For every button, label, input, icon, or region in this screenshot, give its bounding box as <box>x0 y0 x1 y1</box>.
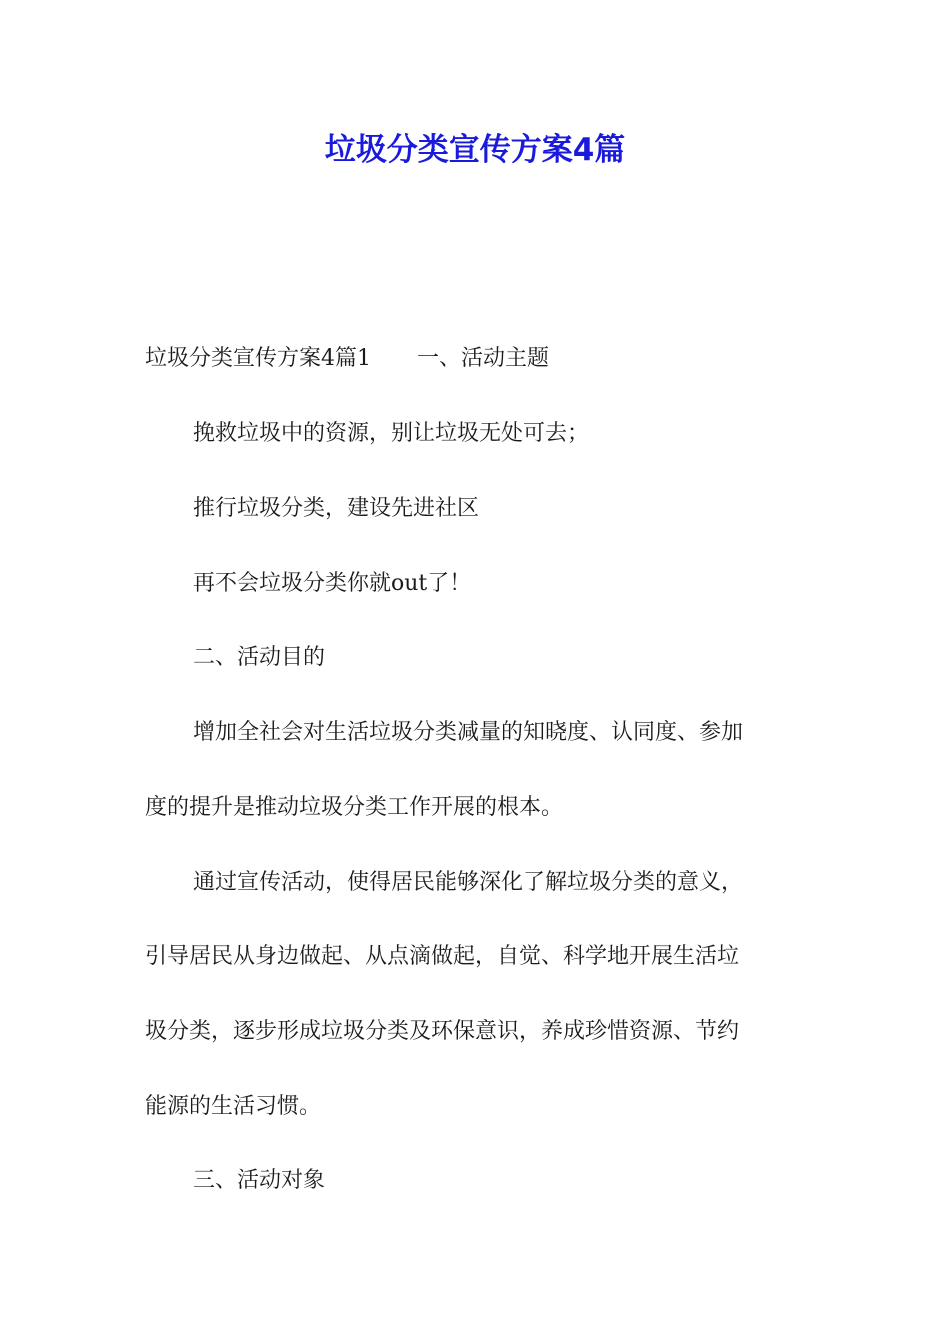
section-heading-purpose: 二、活动目的 <box>193 645 326 670</box>
first-line <box>145 342 810 376</box>
paragraph-line: 能源的生活习惯。 <box>145 1094 322 1119</box>
paragraph-line: 推行垃圾分类，建设先进社区 <box>193 496 480 521</box>
paragraph-line: 增加全社会对生活垃圾分类减量的知晓度、认同度、参加 <box>193 720 744 745</box>
paragraph-line: 圾分类，逐步形成垃圾分类及环保意识，养成珍惜资源、节约 <box>145 1019 740 1044</box>
section-heading-target: 三、活动对象 <box>193 1168 326 1193</box>
paragraph-line: 通过宣传活动，使得居民能够深化了解垃圾分类的意义， <box>193 870 744 895</box>
section-heading-theme: 一、活动主题 <box>417 346 550 371</box>
plan-heading: 垃圾分类宣传方案4篇1 <box>145 346 371 371</box>
paragraph-line: 度的提升是推动垃圾分类工作开展的根本。 <box>145 795 564 820</box>
paragraph-line: 再不会垃圾分类你就out了！ <box>193 571 472 596</box>
paragraph-line: 引导居民从身边做起、从点滴做起，自觉、科学地开展生活垃 <box>145 944 740 969</box>
paragraph-line: 挽救垃圾中的资源，别让垃圾无处可去； <box>193 421 590 446</box>
document-title: 垃圾分类宣传方案4篇 <box>324 132 626 168</box>
